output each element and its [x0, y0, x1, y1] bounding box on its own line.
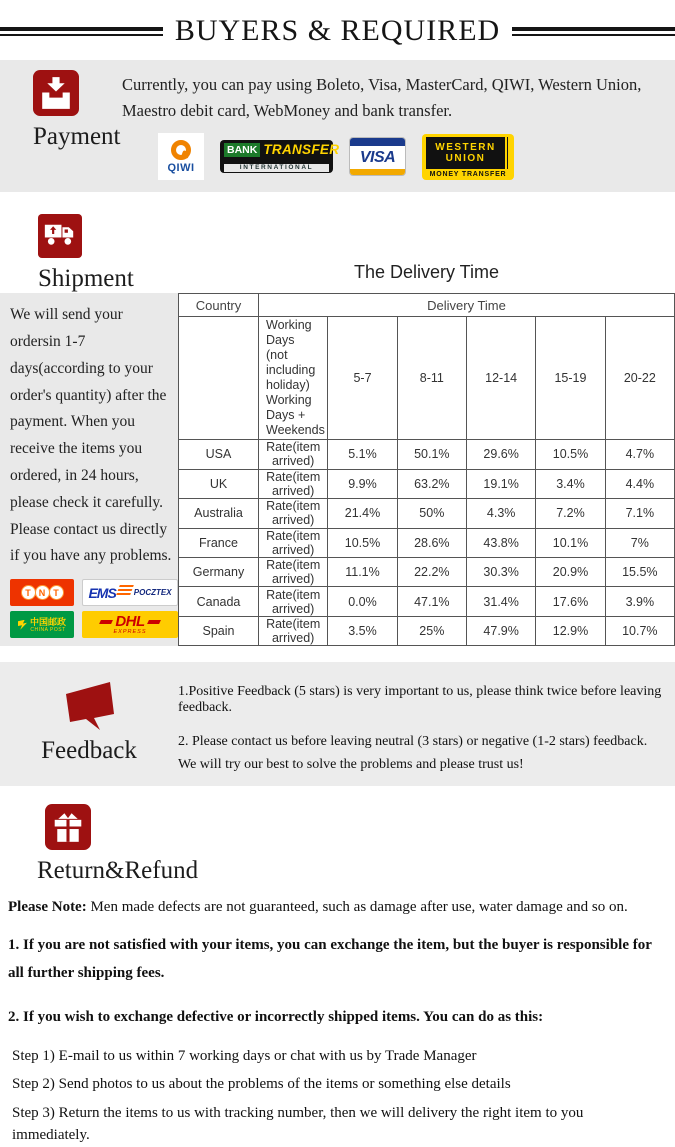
day-range-cell: 20-22 — [605, 317, 674, 440]
return-point-2: 2. If you wish to exchange defective or incorrectly shipped items. You can do as this: — [8, 1008, 544, 1025]
china-post-cn-text: 中国邮政 — [29, 616, 66, 627]
page-title: BUYERS & REQUIRED — [174, 14, 501, 47]
payment-content — [122, 70, 675, 180]
delivery-time-header-cell: Delivery Time — [259, 294, 675, 317]
day-range-cell: 5-7 — [328, 317, 397, 440]
visa-logo-text: VISA — [359, 148, 396, 166]
shipment-section — [0, 206, 675, 646]
table-row-uk: UK Rate(item arrived) 9.9% 63.2% 19.1% 3.4% 4.4% — [179, 469, 675, 498]
return-refund-section — [0, 786, 675, 1146]
working-days-cell: Working Days (not including holiday) Working Days + Weekends — [259, 317, 328, 440]
feedback-content — [178, 674, 675, 776]
tnt-letter-1: T — [21, 585, 36, 600]
dhl-dash-right — [147, 620, 161, 624]
visa-logo — [349, 137, 406, 176]
feedback-speech-bubble-icon — [58, 678, 120, 739]
tnt-logo — [10, 579, 74, 606]
return-steps — [12, 1046, 663, 1147]
feedback-icon-block — [0, 674, 178, 776]
dhl-logo-text: DHL — [115, 613, 145, 631]
tnt-letter-2: N — [35, 585, 50, 600]
header-rule-left — [0, 27, 163, 36]
china-post-en-text: CHINA POST — [30, 626, 66, 633]
visa-blue-bar — [350, 138, 405, 146]
payment-logos-row — [158, 133, 661, 180]
shipment-note-column — [0, 293, 178, 646]
bank-transfer-sub: INTERNATIONAL — [224, 164, 329, 172]
page-header — [0, 14, 675, 48]
pocztex-logo-text: POCZTEX — [133, 588, 172, 598]
day-range-cell: 15-19 — [536, 317, 605, 440]
delivery-time-table — [178, 293, 675, 646]
country-header-cell: Country — [179, 294, 259, 317]
qiwi-logo — [158, 133, 204, 180]
payment-description: Currently, you can pay using Boleto, Visa, MasterCard, QIWI, Western Union, Maestro debit card, WebMoney and bank transfer. — [122, 75, 642, 120]
western-union-logo — [422, 134, 514, 180]
table-row-spain: Spain Rate(item arrived) 3.5% 25% 47.9% 12.9% 10.7% — [179, 616, 675, 645]
table-row-usa: USA Rate(item arrived) 5.1% 50.1% 29.6% 10.5% 4.7% — [179, 440, 675, 469]
shipment-section-label: Shipment — [38, 265, 134, 293]
qiwi-logo-text: QIWI — [167, 161, 195, 174]
gift-box-icon — [45, 837, 91, 854]
ems-pocztex-logo — [82, 579, 178, 606]
qiwi-q-icon — [171, 140, 191, 160]
dhl-logo — [82, 611, 178, 638]
header-rule-right — [512, 27, 675, 36]
table-row-france: France Rate(item arrived) 10.5% 28.6% 43.8% 10.1% 7% — [179, 528, 675, 557]
return-note-title: Please Note: — [8, 899, 87, 916]
ems-logo-text: EMS — [88, 584, 116, 601]
shipment-icon-block — [0, 206, 178, 293]
carrier-logos-grid — [10, 579, 173, 638]
bank-transfer-word1: BANK — [224, 143, 260, 157]
day-range-cell: 8-11 — [397, 317, 466, 440]
return-refund-section-label: Return&Refund — [37, 857, 199, 885]
ems-stripes-icon — [116, 585, 134, 595]
feedback-section-label: Feedback — [41, 737, 137, 765]
western-union-sub: MONEY TRANSFER — [429, 170, 507, 178]
return-step-3: Step 3) Return the items to us with tracking number, then we will delivery the right item to you immediately. — [12, 1105, 584, 1143]
feedback-item-1: 1.Positive Feedback (5 stars) is very important to us, please think twice before leaving feedback. — [178, 684, 662, 716]
shipment-note: We will send your ordersin 1-7 days(according to your order's quantity) after the payment. When you receive the items you ordered, in 24 hours, please check it carefully. Please contact us directly if you have any problems. — [10, 306, 172, 565]
table-row-australia: Australia Rate(item arrived) 21.4% 50% 4.3% 7.2% 7.1% — [179, 499, 675, 528]
shipment-truck-icon — [38, 245, 82, 262]
payment-inbox-icon — [33, 103, 79, 120]
payment-section — [0, 60, 675, 192]
china-post-emblem-icon — [18, 620, 27, 630]
empty-cell — [179, 317, 259, 440]
table-days-row — [179, 317, 675, 440]
table-row-germany: Germany Rate(item arrived) 11.1% 22.2% 30.3% 20.9% 15.5% — [179, 557, 675, 586]
delivery-time-title: The Delivery Time — [353, 262, 500, 283]
china-post-logo — [10, 611, 74, 638]
bank-transfer-logo — [220, 140, 340, 173]
day-range-cell: 12-14 — [466, 317, 535, 440]
feedback-item-2: 2. Please contact us before leaving neutral (3 stars) or negative (1-2 stars) feedback. We will try our best to solve the problems and please trust us! — [178, 734, 648, 773]
return-note-text: Men made defects are not guaranteed, such as damage after use, water damage and so on. — [86, 899, 628, 916]
dhl-express-text: EXPRESS — [113, 629, 147, 636]
western-union-line1: WESTERN — [435, 141, 496, 153]
return-refund-icon-block — [0, 804, 663, 885]
table-row-canada: Canada Rate(item arrived) 0.0% 47.1% 31.4% 17.6% 3.9% — [179, 587, 675, 616]
visa-orange-bar — [350, 169, 405, 175]
feedback-section — [0, 662, 675, 786]
return-step-2: Step 2) Send photos to us about the problems of the items or something else details — [12, 1076, 511, 1093]
return-note — [8, 899, 663, 916]
tnt-letter-3: T — [49, 585, 64, 600]
dhl-dash-left — [99, 620, 113, 624]
payment-section-label: Payment — [33, 123, 121, 150]
western-union-line2: UNION — [445, 152, 486, 164]
table-header-row — [179, 294, 675, 317]
return-step-1: Step 1) E-mail to us within 7 working days or chat with us by Trade Manager — [12, 1047, 477, 1064]
bank-transfer-word2: TRANSFER — [263, 142, 340, 158]
return-point-1: 1. If you are not satisfied with your items, you can exchange the item, but the buyer is responsible for all further shipping fees. — [8, 937, 652, 982]
payment-icon-block — [0, 70, 122, 180]
